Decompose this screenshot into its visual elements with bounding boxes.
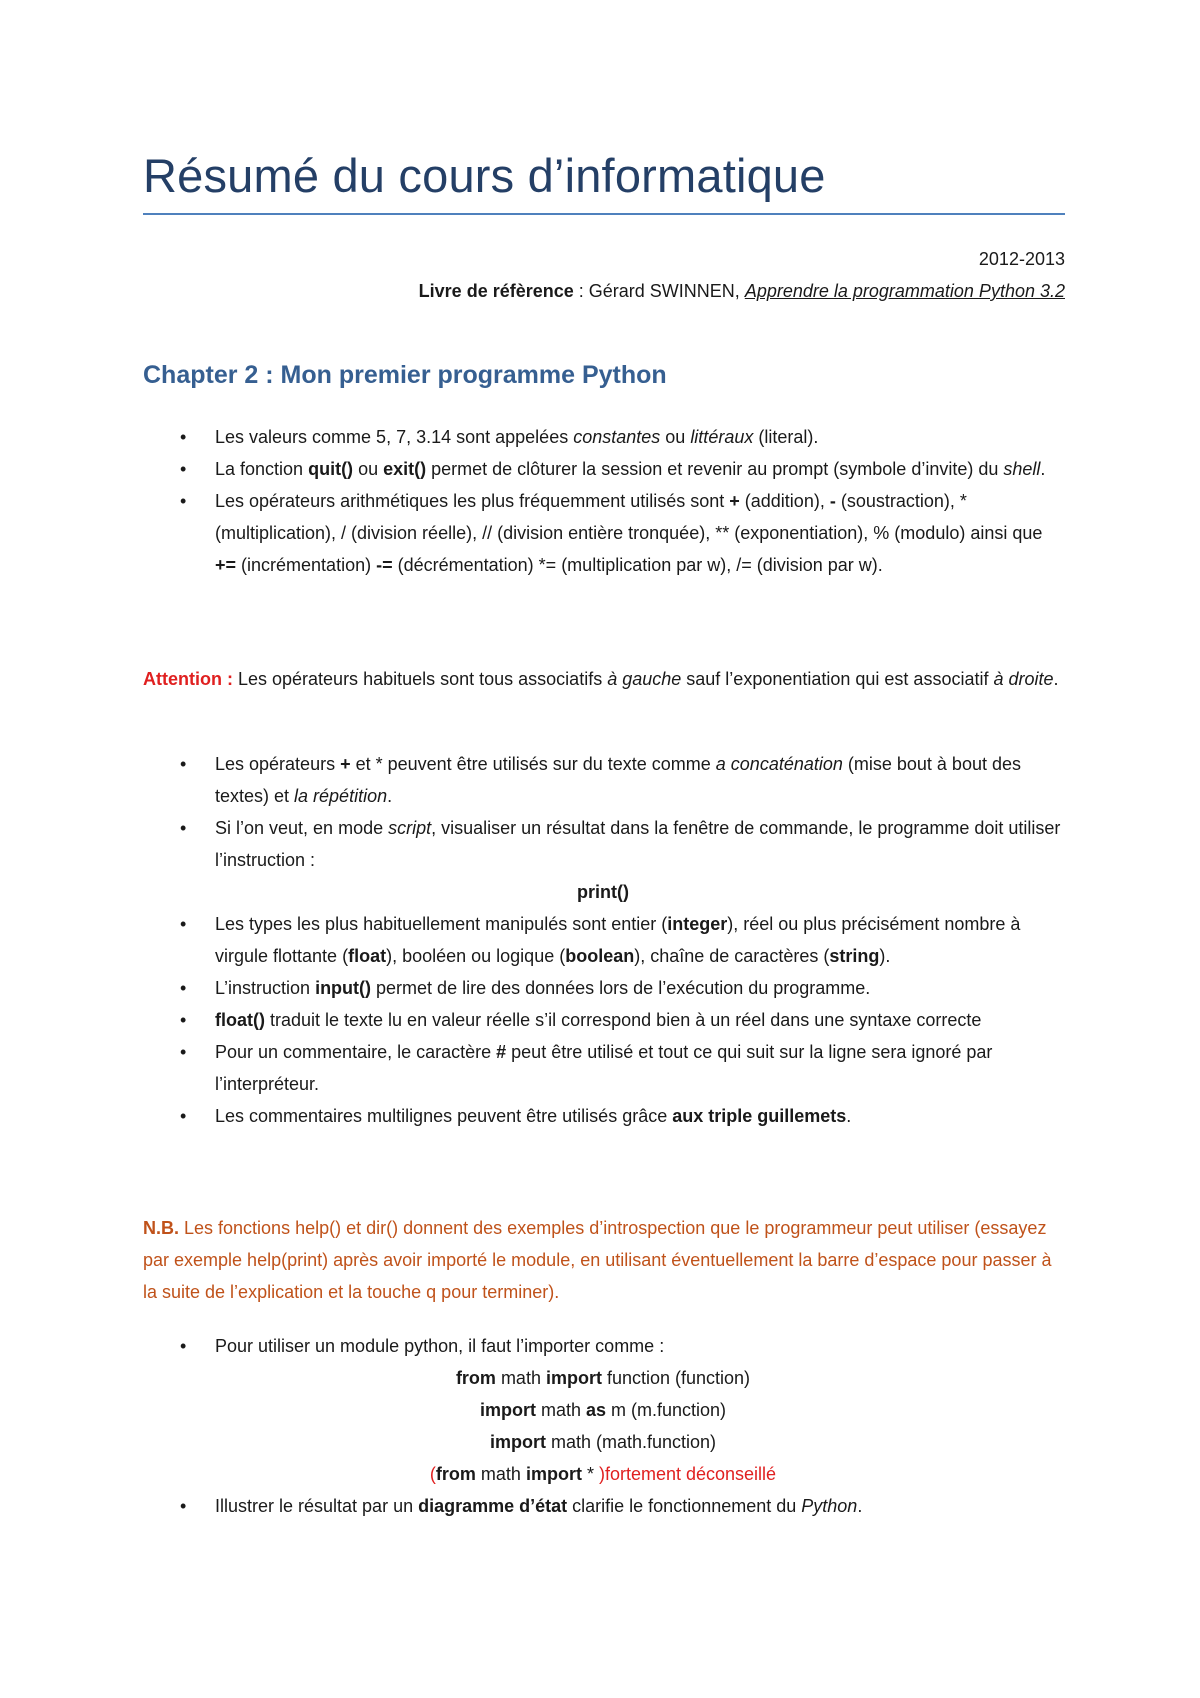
bullet-list-3 bbox=[143, 1330, 1063, 1522]
bullet-list-2 bbox=[143, 748, 1063, 1132]
year-label: 2012-2013 bbox=[978, 249, 1065, 269]
list-item: • Illustrer le résultat par un diagramme d’état clarifie le fonctionnement du Python. bbox=[143, 1490, 1063, 1522]
import-line: from math import function (function) bbox=[455, 1368, 751, 1388]
bullet-icon: • bbox=[180, 427, 187, 447]
document-title: Résumé du cours d’informatique bbox=[143, 149, 826, 202]
reference-author: Gérard SWINNEN, bbox=[588, 281, 745, 301]
reference-separator: : bbox=[573, 281, 589, 301]
bullet-icon: • bbox=[180, 1010, 187, 1030]
import-line: import math (math.function) bbox=[489, 1432, 717, 1452]
list-item: • Les types les plus habituellement manipulés sont entier (integer), réel ou plus précisément nombre à virgule flottante (float), booléen ou logique (boolean), chaîne de caractères (string). bbox=[143, 908, 1063, 972]
reference-line bbox=[419, 281, 1065, 302]
list-item: • Les opérateurs + et * peuvent être utilisés sur du texte comme a concaténation (mise bout à bout des textes) et la répétition. bbox=[143, 748, 1063, 812]
bullet-icon: • bbox=[180, 1496, 187, 1516]
bullet-icon: • bbox=[180, 1042, 187, 1062]
list-item: • float() traduit le texte lu en valeur réelle s’il correspond bien à un réel dans une syntaxe correcte bbox=[143, 1004, 1063, 1036]
list-item: • L’instruction input() permet de lire des données lors de l’exécution du programme. bbox=[143, 972, 1063, 1004]
bullet-icon: • bbox=[180, 459, 187, 479]
title-underline bbox=[143, 213, 1065, 215]
nb-paragraph: N.B. Les fonctions help() et dir() donnent des exemples d’introspection que le programmeur peut utiliser (essayez par exemple help(print) après avoir importé le module, en utilisant éventuellement la barre d’espace pour passer à la suite de l’explication et la touche q pour terminer). bbox=[143, 1218, 1052, 1302]
list-item: • Pour utiliser un module python, il faut l’importer comme : from math import function (function) import math as m (m.function) import math (math.function) (from math import * )fortement déconseillé bbox=[143, 1330, 1063, 1490]
nb-label: N.B. bbox=[143, 1218, 179, 1238]
attention-label: Attention : bbox=[143, 669, 233, 689]
bullet-icon: • bbox=[180, 491, 187, 511]
bullet-icon: • bbox=[180, 818, 187, 838]
reference-book-link[interactable]: Apprendre la programmation Python 3.2 bbox=[744, 281, 1065, 301]
list-item: • Les valeurs comme 5, 7, 3.14 sont appelées constantes ou littéraux (literal). bbox=[143, 421, 1063, 453]
code-print: print() bbox=[577, 882, 629, 902]
reference-label: Livre de réfèrence bbox=[418, 281, 574, 301]
list-item: • Les opérateurs arithmétiques les plus fréquemment utilisés sont + (addition), - (soustraction), * (multiplication), / (division réelle), // (division entière tronquée), ** (exponentiation), % (modulo) ainsi que += (incrémentation) -= (décrémentation) *= (multiplication par w), /= (division par w). bbox=[143, 485, 1063, 581]
list-item: • Les commentaires multilignes peuvent être utilisés grâce aux triple guillemets. bbox=[143, 1100, 1063, 1132]
bullet-icon: • bbox=[180, 754, 187, 774]
bullet-icon: • bbox=[180, 1336, 187, 1356]
import-line: import math as m (m.function) bbox=[479, 1400, 727, 1420]
bullet-icon: • bbox=[180, 978, 187, 998]
attention-paragraph: Attention : Les opérateurs habituels sont tous associatifs à gauche sauf l’exponentiation qui est associatif à droite. bbox=[143, 669, 1059, 689]
import-line-warning: (from math import * )fortement déconseillé bbox=[429, 1464, 777, 1484]
chapter-heading: Chapter 2 : Mon premier programme Python bbox=[143, 361, 667, 389]
list-item: • La fonction quit() ou exit() permet de clôturer la session et revenir au prompt (symbole d’invite) du shell. bbox=[143, 453, 1063, 485]
list-item: • Pour un commentaire, le caractère # peut être utilisé et tout ce qui suit sur la ligne sera ignoré par l’interpréteur. bbox=[143, 1036, 1063, 1100]
list-item: • Si l’on veut, en mode script, visualiser un résultat dans la fenêtre de commande, le programme doit utiliser l’instruction : print() bbox=[143, 812, 1063, 908]
bullet-icon: • bbox=[180, 1106, 187, 1126]
bullet-list-1 bbox=[143, 421, 1063, 581]
bullet-icon: • bbox=[180, 914, 187, 934]
